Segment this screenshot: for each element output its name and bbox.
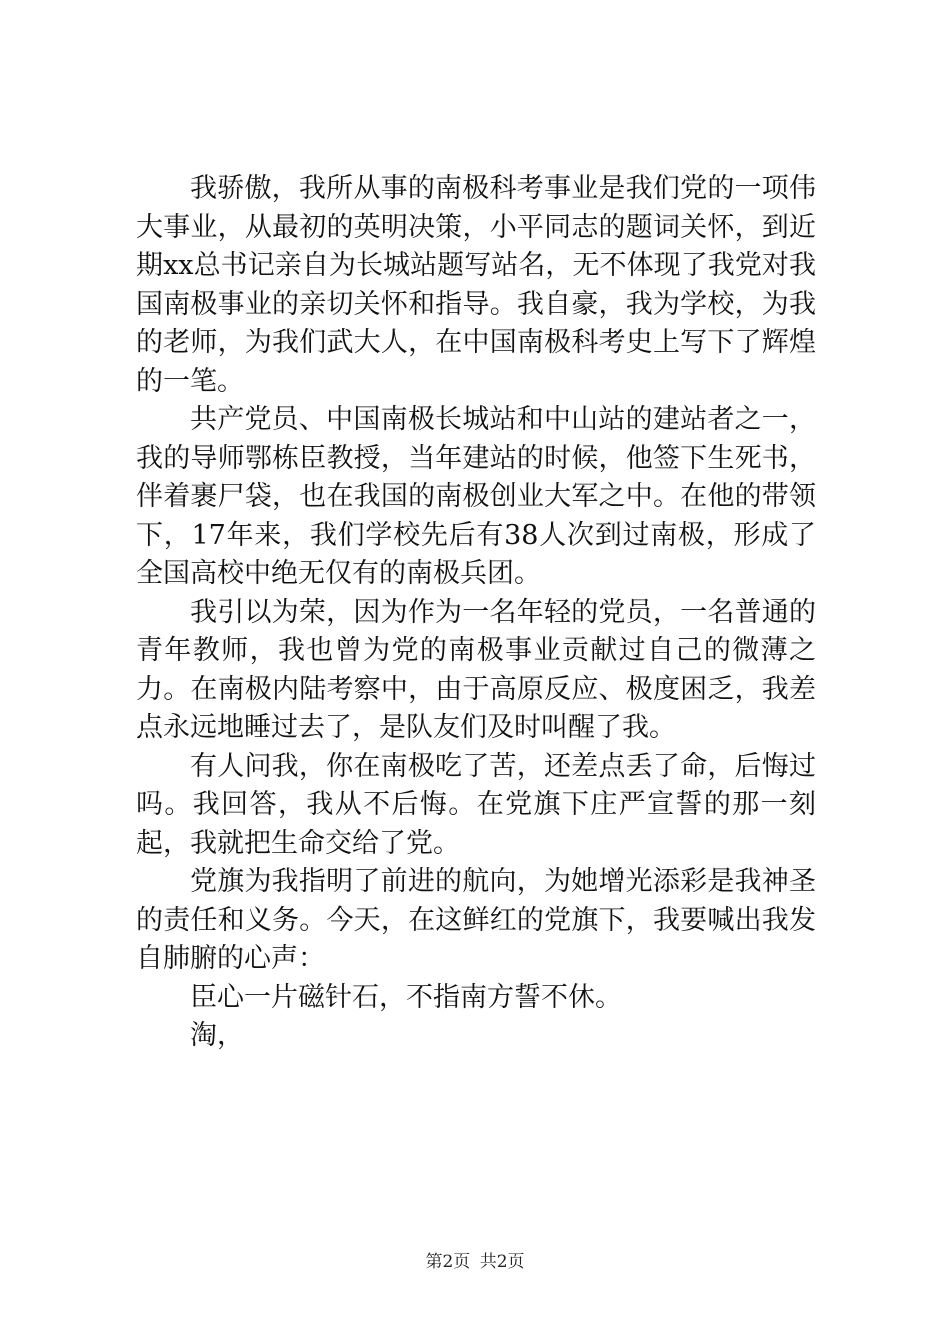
paragraph-5: 党旗为我指明了前进的航向，为她增光添彩是我神圣的责任和义务。今天，在这鲜红的党旗下，我要喊出我发自肺腑的心声： — [136, 866, 816, 974]
page-number: 第2页 — [425, 1252, 471, 1272]
paragraph-7: 淘， — [190, 1020, 244, 1051]
paragraph-3: 我引以为荣，因为作为一名年轻的党员，一名普通的青年教师，我也曾为党的南极事业贡献过自己的微薄之力。在南极内陆考察中，由于高原反应、极度困乏，我差点永远地睡过去了，是队友们及时叫醒了我。 — [136, 596, 816, 743]
paragraph-1: 我骄傲，我所从事的南极科考事业是我们党的一项伟大事业，从最初的英明决策，小平同志的题词关怀，到近期xx总书记亲自为长城站题写站名，无不体现了我党对我国南极事业的亲切关怀和指导。我自豪，我为学校，为我的老师，为我们武大人，在中国南极科考史上写下了辉煌的一笔。 — [136, 173, 816, 397]
paragraph-4: 有人问我，你在南极吃了苦，还差点丢了命，后悔过吗。我回答，我从不后悔。在党旗下庄严宣誓的那一刻起，我就把生命交给了党。 — [136, 750, 816, 859]
page-total: 共2页 — [479, 1252, 525, 1272]
paragraph-2: 共产党员、中国南极长城站和中山站的建站者之一，我的导师鄂栋臣教授，当年建站的时候，他签下生死书，伴着裹尸袋，也在我国的南极创业大军之中。在他的带领下，17年来，我们学校先后有38人次到过南极，形成了全国高校中绝无仅有的南极兵团。 — [136, 404, 816, 589]
page-footer — [0, 1247, 950, 1272]
paragraph-6: 臣心一片磁针石，不指南方誓不休。 — [190, 981, 622, 1013]
document-body — [136, 170, 816, 1056]
